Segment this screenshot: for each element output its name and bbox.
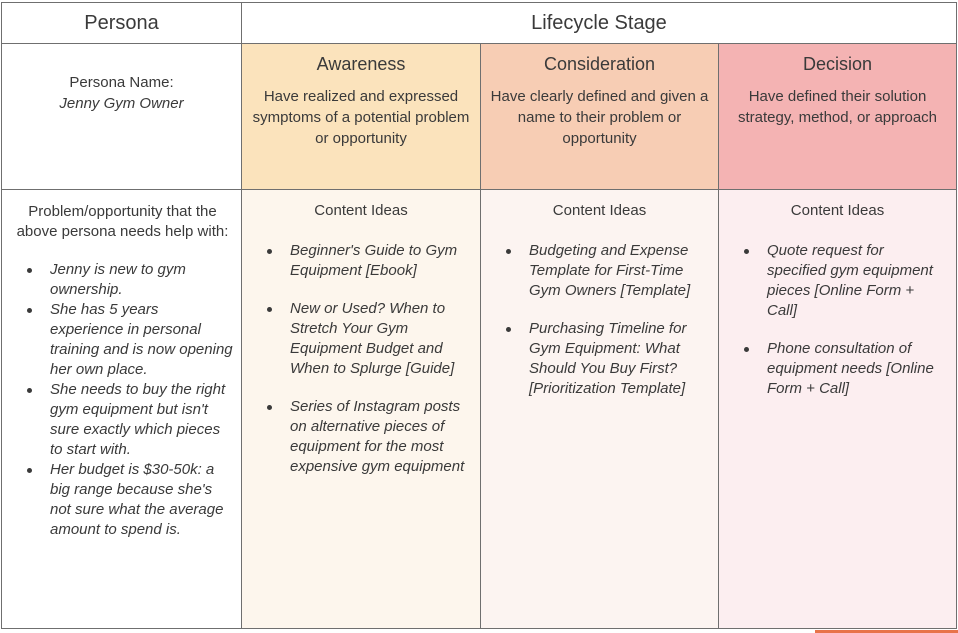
stage-title: Decision [802,54,873,74]
stage-consideration [481,44,719,190]
content-ideas-list [242,241,480,477]
list-item: Her budget is $30-50k: a big range because she's not sure what the average amount to spend is. [50,460,233,540]
stage-awareness [242,44,481,190]
content-ideas-label: Content Ideas [790,202,885,219]
list-item: Phone consultation of equipment needs [Online Form + Call] [767,339,946,399]
list-item: Series of Instagram posts on alternative pieces of equipment for the most expensive gym equipment [290,397,470,477]
consideration-content-cell [481,190,719,629]
list-item: Jenny is new to gym ownership. [50,260,233,300]
stage-description: Have clearly defined and given a name to their problem or opportunity [490,88,709,147]
persona-bullet-list [12,260,233,540]
awareness-content-cell [242,190,481,629]
content-ideas-list [719,241,956,399]
stage-decision [719,44,957,190]
content-row [2,190,957,629]
list-item: Beginner's Guide to Gym Equipment [Ebook] [290,241,470,281]
problem-intro: Problem/opportunity that the above persona needs help with: [16,203,229,240]
stage-title: Consideration [543,54,656,74]
list-item: Budgeting and Expense Template for First-Time Gym Owners [Template] [529,241,708,301]
lifecycle-stage-header: Lifecycle Stage [242,3,957,44]
persona-name-value: Jenny Gym Owner [59,95,184,112]
persona-lifecycle-table [1,2,957,629]
decision-content-cell [719,190,957,629]
content-ideas-label: Content Ideas [314,202,408,219]
content-ideas-label: Content Ideas [552,202,647,219]
header-row [2,3,957,44]
list-item: Purchasing Timeline for Gym Equipment: What Should You Buy First? [Prioritization Template] [529,319,708,399]
stage-row [2,44,957,190]
stage-description: Have defined their solution strategy, method, or approach [738,88,937,126]
stage-title: Awareness [316,54,406,74]
persona-name-cell [2,44,242,190]
list-item: She needs to buy the right gym equipment but isn't sure exactly which pieces to start with. [50,380,233,460]
list-item: She has 5 years experience in personal training and is now opening her own place. [50,301,233,378]
list-item: New or Used? When to Stretch Your Gym Equipment Budget and When to Splurge [Guide] [290,299,470,379]
persona-problem-cell [2,190,242,629]
stage-description: Have realized and expressed symptoms of a potential problem or opportunity [252,88,470,147]
list-item: Quote request for specified gym equipment pieces [Online Form + Call] [767,241,946,321]
persona-name-label: Persona Name: [69,74,174,91]
persona-header: Persona [2,3,242,44]
content-ideas-list [481,241,718,399]
